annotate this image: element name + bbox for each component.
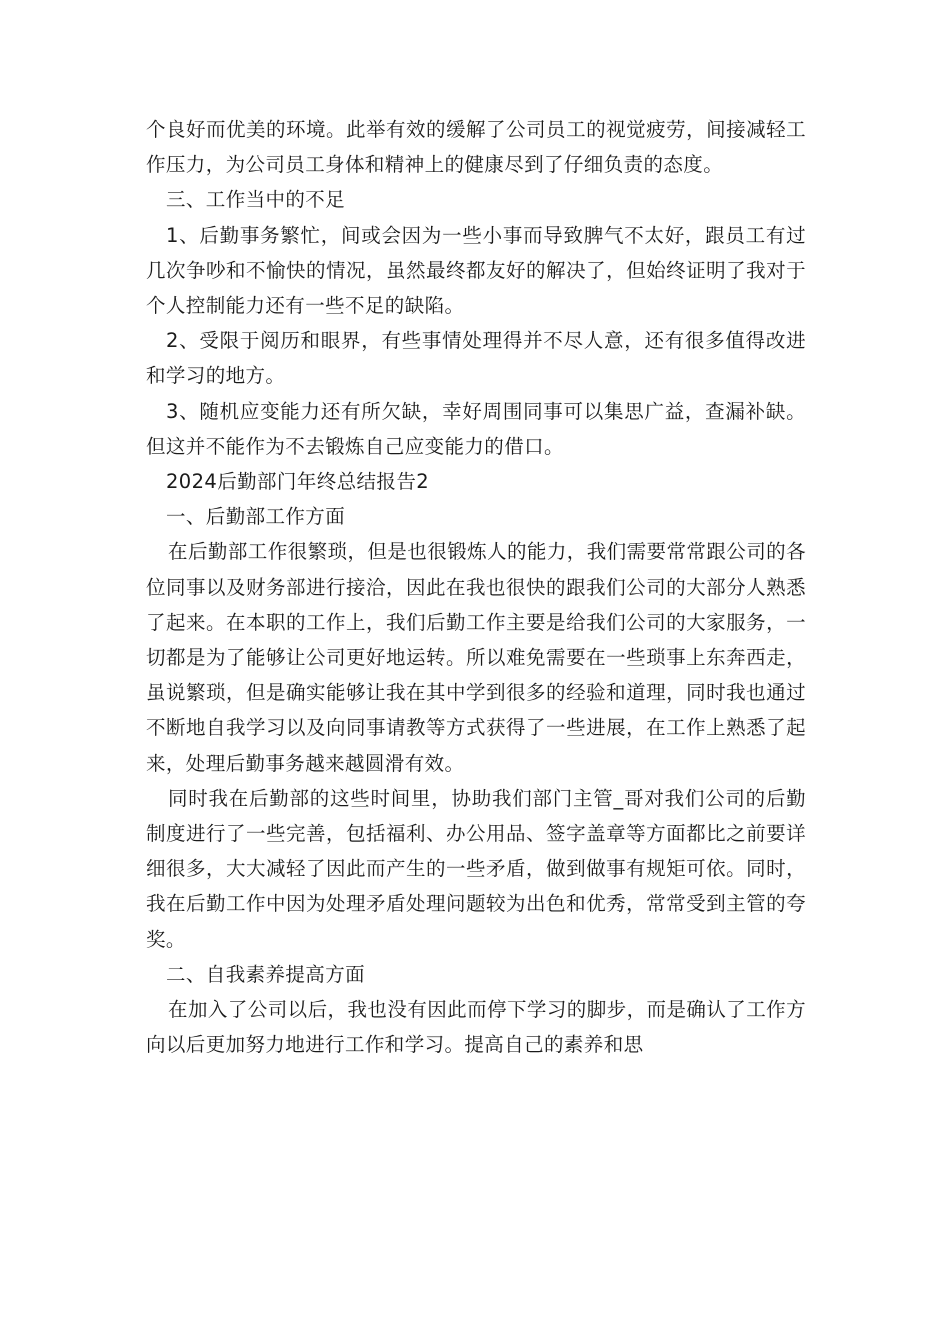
paragraph-work-details: 在后勤部工作很繁琐，但是也很锻炼人的能力，我们需要常常跟公司的各位同事以及财务部进行接洽，因此在我也很快的跟我们公司的大部分人熟悉了起来。在本职的工作上，我们后勤工作主要是给我们公司的大家服务，一切都是为了能够让公司更好地运转。所以难免需要在一些琐事上东奔西走，虽说繁琐，但是确实能够让我在其中学到很多的经验和道理，同时我也通过不断地自我学习以及向同事请教等方式获得了一些进展，在工作上熟悉了起来，处理后勤事务越来越圆滑有效。 <box>146 540 806 775</box>
section-heading-shortcomings: 三、工作当中的不足 <box>166 188 346 212</box>
list-item-shortcoming-2: 2、受限于阅历和眼界，有些事情处理得并不尽人意，还有很多值得改进和学习的地方。 <box>146 329 806 388</box>
paragraph-self-improvement: 在加入了公司以后，我也没有因此而停下学习的脚步，而是确认了工作方向以后更加努力地进行工作和学习。提高自己的素养和思 <box>146 998 806 1057</box>
report-title-2: 2024后勤部门年终总结报告2 <box>166 470 430 494</box>
document-page <box>146 112 806 1062</box>
section-heading-self-improvement: 二、自我素养提高方面 <box>166 962 366 986</box>
section-heading-work: 一、后勤部工作方面 <box>166 505 346 529</box>
paragraph-system-improvement: 同时我在后勤部的这些时间里，协助我们部门主管_哥对我们公司的后勤制度进行了一些完善，包括福利、办公用品、签字盖章等方面都比之前要详细很多，大大减轻了因此而产生的一些矛盾，做到做事有规矩可依。同时，我在后勤工作中因为处理矛盾处理问题较为出色和优秀，常常受到主管的夸奖。 <box>146 786 806 951</box>
list-item-shortcoming-3: 3、随机应变能力还有所欠缺，幸好周围同事可以集思广益，查漏补缺。但这并不能作为不去锻炼自己应变能力的借口。 <box>146 399 806 458</box>
list-item-shortcoming-1: 1、后勤事务繁忙，间或会因为一些小事而导致脾气不太好，跟员工有过几次争吵和不愉快的情况，虽然最终都友好的解决了，但始终证明了我对于个人控制能力还有一些不足的缺陷。 <box>146 223 806 318</box>
paragraph-continued-environment: 个良好而优美的环境。此举有效的缓解了公司员工的视觉疲劳，间接减轻工作压力，为公司员工身体和精神上的健康尽到了仔细负责的态度。 <box>146 118 806 177</box>
